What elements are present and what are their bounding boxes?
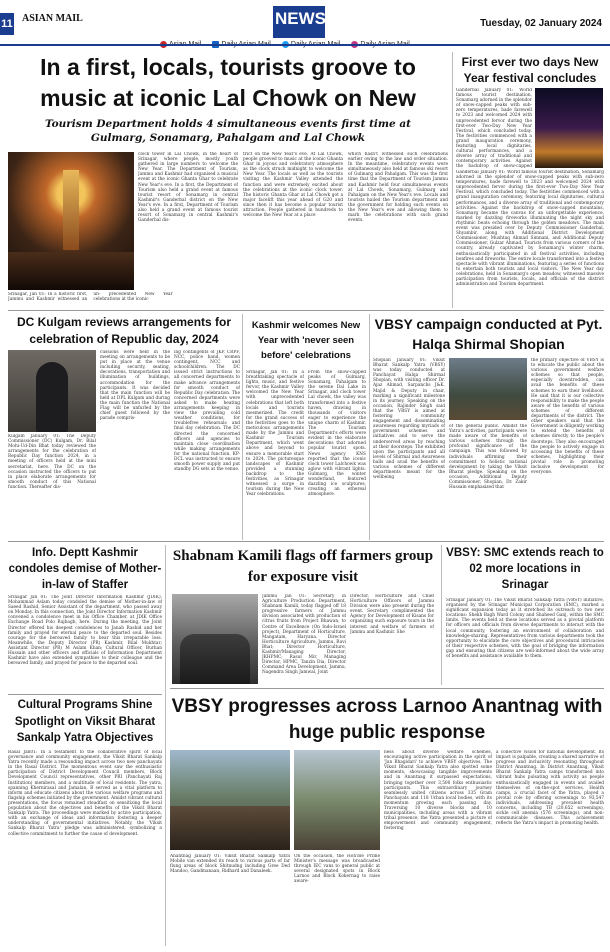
lead-col3: trict on the New Year's eve. At Lal Chowk, people grooved to music at the iconic Ghanta Ghar in joyous and celebratory atmosphere as the clock struck midnight to welcome the New Year. The locals as well as the tourists visiting the Kashmir Valley attended the function and were extremely excited about the celebrations at the iconic clock tower. The historic Ghanta Ghar at Lal Chowk got a major facelift this year ahead of G20 and since then it has become a popular tourist attraction. People gathered in hundreds to welcome the New Year at a place — [243, 152, 343, 219]
page-number: 11 — [0, 13, 14, 35]
clock-tower-shape — [63, 170, 79, 250]
sonamarg-photo — [535, 88, 603, 168]
sonamarg-body: Ganderbal January 01: World famous tourist destination, Sonamarg adorned in the splendor of snow-capped peaks with sub-zero temperatures, bade farewell to 2023 and welcomed 2024 with unprecedented fervor during the first-ever Two-Day New Year Festival, which concluded today. The festivities commenced with a grand inauguration ceremony, featuring local dignitaries, cultural performances, and a diverse array of traditional and contemporary activities. Against the backdrop of snow-capped mountains, Sonamarg became the canvas for an unforgettable experience, marked by dazzling fireworks illuminating the night sky and rhythmic beats echoing through the golden meadows. The main event was presided over by Deputy Commissioner Ganderbal, Shyambir, along with Additional District Development Commissioner, Mushtaq Ahmad Simnani, and Additional Deputy Commissioner, Gulzar Ahmad. Tourists from various corners of the country, already captivated by Sonamarg's winter charm, enthusiastically participated in all festival activities, including bonfires and fireworks. The entire locale transformed into a festive spectacle with vibrant illuminations, featuring a series of functions to entertain both tourists and local visitors. The New Year day celebrations, held in Sonamarg's open meadow, witnessed massive participation from tourists, locals, and officials of the district administration and Tourism department. — [456, 170, 604, 288]
anantnag-col2: ness about diverse welfare schemes, encouraging active participation in the spirit of 'Jan Bhagidari' to achieve VBSY objectives. The Viksit Bharat Sankalp Yatra also spotted some moments, showcasing tangible improvements and in Anantnag it surpassed expectations, bringing together over 3,500 folks enthusiastic participants. This extraordinary journey seamlessly united citizens across 335 Gram Panchayats and 118 Urban local bodies, with its momentum growing each passing day. Traversing 10 diverse blocks and 10 municipalities, including areas with a vibrant tribal presence, the Yatra presented a picture of empowerment and community engagement, fostering — [384, 750, 492, 832]
anantnag-caption: Anantnag January 01: Viksit Bharat Sankalp Yatra Mobile van extended its reach to various parts of far flung areas of block Shitnudng including Gree Ded Mandoo, Gandmanaan, Ridhard and Danaleek. — [170, 854, 290, 875]
section-title: NEWS — [275, 9, 326, 28]
kulgam-headline: DC Kulgam reviews arrangements for celebration of Republic day, 2024 — [16, 315, 232, 346]
shabnam-photo — [172, 594, 258, 684]
smc-headline: VBSY: SMC extends reach to 02 more locations in Srinagar — [446, 547, 604, 591]
anantnag-col3: a collective vision for national development. Its impact is palpable, creating a shared narrative of progress and inclusivity resonating throughout District Anantnag. In District Anantnag, Viksit Bharat Sankalp Yatra camps transformed into vibrant hubs pulsating with activity as people enthusiastically engaged in events and availed themselves of on-the-spot services. Health camps, a crucial facet of the Yatra, played a pivotal role by offering screenings to 93,547 individuals, addressing prevalent health concerns, including TB (20,652 screenings), sickle cell anemia (576 screenings), and non-communicable diseases. This achievement reflects the Yatra's impact in promoting health. — [496, 750, 604, 827]
lead-subhead: Tourism Department holds 4 simultaneous events first time at Gulmarg, Sonamarg, Pahalgam and Lal Chowk — [44, 118, 412, 144]
issue-date: Tuesday, 02 January 2024 — [480, 18, 602, 29]
anantnag-col1: On the occasion, the Hon'ble Prime Minister's message was broadcasted through IEC vans to general public at several designated spots in Block Larnoo and Block Kokernag to raise aware- — [294, 854, 380, 885]
kulgam-col2: cussions were held in the meeting on arrangements to be put in place at the venue including security, seating, decorations, transportation and illumination of buildings, accommodation for the participants. It was decided that the main function will be held at DPL Kulgam and during the main function the National Flag will be unfurled by the chief guest followed by the parade compris- — [100, 350, 170, 422]
kashmir-welcome-col1: Srinagar, Jan 01: In a breathtaking spectacle of lights, music, and festive fervor, the Kashmir Valley welcomed the New Year with unprecedented celebrations that left both locals and tourists mesmerized. The credit for the grand success of the festivities goes to the meticulous arrangements made by the Jammu and Kashmir Tourism Department, which went above and beyond to ensure a memorable start to 2024. The picturesque landscapes of Kashmir provided a stunning backdrop to the festivities, as Srinagar witnessed a surge in tourism during the New Year celebrations. — [246, 370, 304, 498]
vbsy-halqa-col2: of the general public. Amidst the Yatra's activities, participants were made aware of the benefits of various schemes through the profound significance of the campaign. This was followed by individuals affirming their commitment to holistic national development by taking the Viksit Bharat pledge. Speaking on the occasion, Additional Deputy Commissioner, Shopian, Dr. Zakir Hussain emphasized that — [449, 424, 527, 491]
lead-headline: In a first, locals, tourists groove to music at iconic Lal Chowk on New — [40, 54, 416, 111]
crowd-shape — [8, 252, 134, 290]
kashmir-welcome-col2: From the snow-capped peaks of Gulmarg, Sonamarg, Pahalgam to the serene Dal Lake in Srinagar, and clock tower Lal chowk, the valley was transformed into a festive haven, drawing in thousands of visitors eager to experience the unique charm of Kashmir. The Tourism Department's efforts were evident in the elaborate decorations that adorned popular tourist spots. News agency KNS reported that the iconic clock tower Lalchowk was aglow with vibrant lights. Gulmarg, the winter wonderland, featured dazzling ice sculptures, creating an ethereal atmosphere. — [308, 370, 366, 498]
anantnag-headline: VBSY progresses across Larnoo Anantnag with huge public response — [171, 696, 603, 743]
info-body: Srinagar Jan 01: The Joint Director Information Kashmir (JDIK), Mohammad Aslam today condoled the demise of Mother-in-law of Saeed Rashid, Senior Assistant of the department, who passed away on Monday. In this connection, the Joint Director Information Kashmir convened a condolence meet in his Office Chamber, at JDIK Office Exchange Road Polo Rajbagh, here. During the meeting, the Joint Director offered his deepest condolences to Janab Rashid and her family and prayed for eternal peace to the departed soul. Besides courage for the bereaved family to bear this irreparable loss. Meanwhile, the Deputy Director (PR) Kashmir, Bilal Mukhtar; Assistant Director (PR) M Aslam Khan; Cultural Officer, Burhan Hussain and other officers and officials of Information Department Kashmir have also extended sympathies to their colleague and the bereaved family, and prayed for peace to the departed soul. — [8, 595, 162, 667]
lead-col4: which hasn't witnessed such celebrations earlier owing to the law and order situation. In the meantime, celebratory events were simultaneously also held at famous ski resort of Gulmarg and Pahalgam. This was the first time that the Department of Tourism Jammu and Kashmir held four simultaneous events at Lal Chowk, Sonamarg, Gulmarg and Pahalgam on the New Year's eve. Locals and tourists hailed the Tourism department and the government for holding such events on the New Year's eve and allowing them to mark the celebrations with such grand events. — [348, 152, 448, 224]
sonamarg-body-top: Ganderbal January 01: World famous tourist destination, Sonamarg adorned in the splendor of snow-capped peaks with sub-zero temperatures, bade farewell to 2023 and welcomed 2024 with unprecedented fervor during the first-ever Two-Day New Year Festival, which concluded today. The festivities commenced with a grand inauguration ceremony, featuring local dignitaries, cultural performances, and a diverse array of traditional and contemporary activities. Against the backdrop of snow-capped — [456, 88, 532, 170]
portrait-shape — [36, 362, 68, 432]
lead-col2: clock tower in Lal Chowk, in the heart of Srinagar, where people, mostly youth gathered in large numbers to welcome the New Year. The Department of Tourism, Jammu and Kashmir had organised a musical event at the iconic Ghanta Ghar to celebrate New Year's eve. In a first, the Department of Tourism also held a grand event at famous tourist resort of Sonamarg in central Kashmir's Ganderbal district on the New Year's eve. In a first, Department of Tourism also held a grand event at famous tourist resort of Sonamarg in central Kashmir's Ganderbal dis- — [138, 152, 238, 224]
sonamarg-headline: First ever two days New Year festival concludes — [461, 55, 599, 85]
kulgam-col1: Kulgam January 01: The Deputy Commissioner (DC) Kulgam, Dr. Bilal Mohi-Ud-Din Bhat today reviewed the arrangements for the celebration of Republic Day function 2024, in a meeting of officers held at the mini secretariat, here. The DC on the occasion instructed the officers to put in place elaborate arrangements for smooth conduct of this National function. Thereafter dis- — [8, 434, 96, 490]
shabnam-col1: Jammu Jan 01: Secretary in Agriculture Production Department, Shabnam Kamili, today flagged off 18 progressive farmers of Jammu division associated with production of citrus fruits from Project Bhawan, to Centre of Excellence (On Indo-Israel project), Department of Horticulture, Mangatam, Haryana. Director Horticulture Agriculture, Jammu, Ravi Bhat; Director Horticulture, Kashmir/Managing Director, JKHPMC; Rasul Mir, Managing Director, HPMC, Tanzin Dia, Director Command Area Development, Jammu, Nagendra Singh Jamwal, Joint — [262, 594, 346, 676]
crowd-shape — [170, 806, 290, 850]
group-shape — [180, 634, 250, 684]
kulgam-col3: ing contingents of JKP, CRPF, NCC, police band, women contingent, NCC and schoolchildren. The DC issued strict instructions to all concerned departments to make advance arrangements for smooth conduct of Republic Day celebration. The concerned departments were asked to make heating arrangements keeping in view the prevailing cold weather conditions, for troublefree rehearsals and final day celebration. The DC directed the concerned officers and agencies to maintain close coordination while making arrangements for the national function. KP-DCL was instructed to ensure smooth power supply and put standby DG sets at the venue. — [174, 350, 240, 473]
brand-logo: ASIAN MAIL — [22, 13, 83, 24]
info-headline: Info. Deptt Kashmir condoles demise of Mother-in-law of Staffer — [8, 547, 162, 591]
vbsy-halqa-col3: the primary objective of VBSY is to educate the public about the various government welfare schemes so that people, especially downtrodden, can avail the benefits of these schemes to earn their livelihood. He said that it is our collective responsibility to make the people aware of the benefits of various schemes of different departments of the district. The other speakers said that the Government is diligently working to extend the benefits of schemes directly to the people's doorsteps. They also encouraged the people to actively engage in accessing the benefits of these schemes, highlighting their pivotal role in promoting inclusive development for everyone. — [531, 358, 604, 476]
shabnam-col2: Director, Horticulture and Chief Horticulture Officers of Jammu Division were also present during the event. Secretary complimented the Agency for Development of Kisans for organizing such exposure tours in the interest and welfare of farmers of Jammu and Kashmir. She — [350, 594, 434, 635]
masthead — [0, 0, 610, 42]
cultural-headline: Cultural Programs Shine Spotlight on Viksit Bharat Sankalp Yatra Objectives — [14, 699, 156, 744]
social-strip — [160, 33, 480, 43]
kashmir-welcome-headline: Kashmir welcomes New Year with 'never seen before' celebrations — [251, 320, 361, 361]
vbsy-halqa-photo — [449, 358, 527, 420]
smc-body: Srinagar January 01: The Viksit Bharat Sankalp Yatra (VBSY) initiative, organised by the Srinagar Municipal Corporation (SMC), marked a significant expansion today as it stretched its outreach to two new locations: Shekh Bagh Ward Colony and Shaheed Ganj, within the SMC limits. The events held at these locations served as a pivotal platform for officers and officials from diverse departments to interact with the local community, fostering an environment of collaboration and knowledge-sharing. Representatives from various departments took the opportunity to elucidate the core objectives and procedural intricacies of their respective schemes, with the goal of bridging the information gap and ensuring that citizens are well-informed about the wide array of benefits and assistance available to them. — [446, 598, 604, 660]
lal-chowk-photo — [8, 152, 134, 290]
lead-col1: Srinagar, Jan 01: In a historic first, Jammu and Kashmir witnessed an un- precedented New Year celebrations at the iconic — [8, 292, 173, 302]
shabnam-headline: Shabnam Kamili flags off farmers group for exposure visit — [172, 548, 434, 585]
anantnag-photo — [170, 750, 290, 850]
vbsy-halqa-headline: VBSY campaign conducted at Pyt. Halqa Shirmal Shopian — [374, 316, 603, 352]
vbsy-halqa-col1: Shopian January 01: Viksit Bharat Sankalp Yatra (VBSY) was today conducted at Panchayat Halqa Shirmal Shopian, with visiting officer Dr. Ajaz Ahmad, Sarpanchs J&K, Majid & Deputy in chair, marking a significant milestone in its journey. Speaking on the occasion, Rajinder Singh said that the VBSY is aimed at fostering community engagement and disseminating awareness regarding myriads of government schemes and initiatives and to serve the underserved areas by reaching at their doorsteps. The exhibited upon the participants and all levels of Shirmal and Awareness halls and avail the benefits of various schemes of different departments meant for the wellbeing — [373, 358, 445, 481]
anantnag-photo-2 — [294, 750, 380, 850]
kulgam-dc-photo — [8, 350, 96, 432]
cultural-body: Rasal Jan01: In a testament to the collaborative spirit of local governance and community engagement, the Viksit Bharat Sankalp Yatra recently made a resounding impact across two new panchayats in the Rasal District. The momentous event saw the enthusiastic participation of District Development Council members, Block Development Council representatives, other PRI (Panchayati Raj Institution) members, and a multitude of local residents. The yatra, spanning Khernirasal and Jamalan, B served as a vital platform to inform and educate citizens about the various welfare programs and flagship schemes initiated by the government. Amidst vibrant cultural presentations, the focus remained steadfast on sensitizing the local population about the objectives and benefits of the Viksit Bharat Sankalp Yatra. The proceedings were marked by active participation, with an exchange of ideas and information fostering a deeper understanding of governmental initiatives. Notably, the 'Viksit Sankalp Bharat Yatra' pledge was administered, symbolizing a collective commitment to further the cause of development. — [8, 750, 162, 837]
